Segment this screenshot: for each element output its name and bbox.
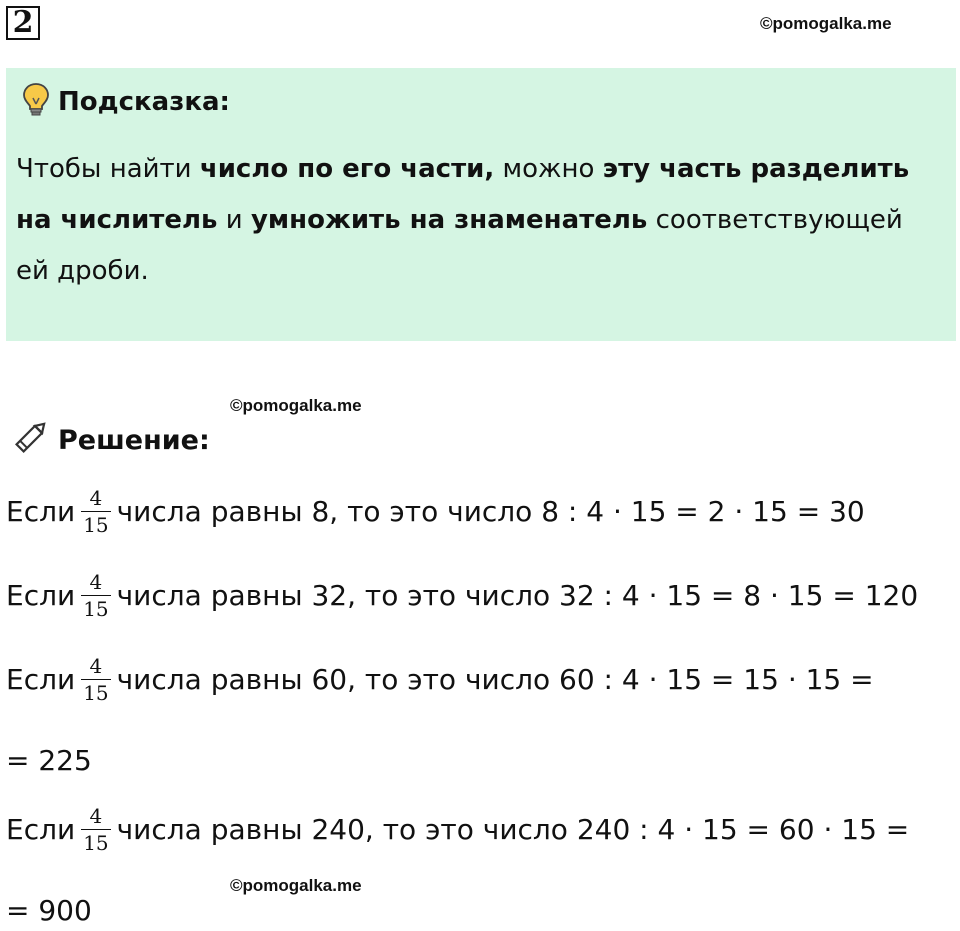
hint-segment-bold: умножить на знаменатель bbox=[250, 205, 648, 235]
fraction bbox=[81, 656, 110, 703]
hint-header bbox=[22, 82, 230, 122]
fraction bbox=[81, 806, 110, 853]
fraction bbox=[81, 572, 110, 619]
hint-segment: можно bbox=[494, 154, 603, 184]
fraction-denominator: 15 bbox=[83, 831, 109, 855]
hint-segment-bold: число по его части, bbox=[199, 154, 495, 184]
solution-line-3-continuation: = 225 bbox=[6, 743, 92, 777]
solution-line-4 bbox=[6, 806, 909, 853]
watermark-bottom: ©pomogalka.me bbox=[230, 876, 362, 895]
hint-segment: и bbox=[217, 205, 251, 235]
fraction-denominator: 15 bbox=[83, 681, 109, 705]
watermark-top: ©pomogalka.me bbox=[760, 14, 892, 33]
solution-line-3 bbox=[6, 656, 874, 703]
fraction-numerator: 4 bbox=[89, 804, 103, 828]
line-text: числа равны 240, то это число 240 : 4 · 15 = 60 · 15 = bbox=[116, 813, 910, 846]
hint-title: Подсказка: bbox=[58, 87, 230, 117]
solution-line-4-continuation: = 900 bbox=[6, 893, 92, 927]
solution-line-1 bbox=[6, 488, 865, 535]
fraction bbox=[81, 488, 110, 535]
hint-segment-bold: эту часть разделить на числитель bbox=[16, 154, 910, 235]
line-text: числа равны 32, то это число 32 : 4 · 15 = 8 · 15 = 120 bbox=[116, 579, 919, 612]
hint-text bbox=[16, 144, 936, 297]
watermark-middle: ©pomogalka.me bbox=[230, 396, 362, 415]
hint-segment: соответствующей ей дроби. bbox=[16, 205, 903, 286]
lightbulb-icon bbox=[22, 82, 50, 122]
line-prefix: Если bbox=[6, 495, 76, 528]
line-prefix: Если bbox=[6, 579, 76, 612]
fraction-numerator: 4 bbox=[89, 486, 103, 510]
solution-line-2 bbox=[6, 572, 918, 619]
fraction-denominator: 15 bbox=[83, 597, 109, 621]
solution-title: Решение: bbox=[58, 424, 210, 456]
line-prefix: Если bbox=[6, 663, 76, 696]
pencil-icon bbox=[8, 418, 52, 462]
line-prefix: Если bbox=[6, 813, 76, 846]
task-number: 2 bbox=[6, 6, 40, 40]
fraction-denominator: 15 bbox=[83, 513, 109, 537]
line-text: числа равны 60, то это число 60 : 4 · 15 = 15 · 15 = bbox=[116, 663, 874, 696]
line-text: числа равны 8, то это число 8 : 4 · 15 = 2 · 15 = 30 bbox=[116, 495, 865, 528]
solution-header bbox=[8, 418, 210, 462]
fraction-numerator: 4 bbox=[89, 570, 103, 594]
fraction-numerator: 4 bbox=[89, 654, 103, 678]
hint-segment: Чтобы найти bbox=[16, 154, 200, 184]
hint-box bbox=[6, 68, 956, 341]
